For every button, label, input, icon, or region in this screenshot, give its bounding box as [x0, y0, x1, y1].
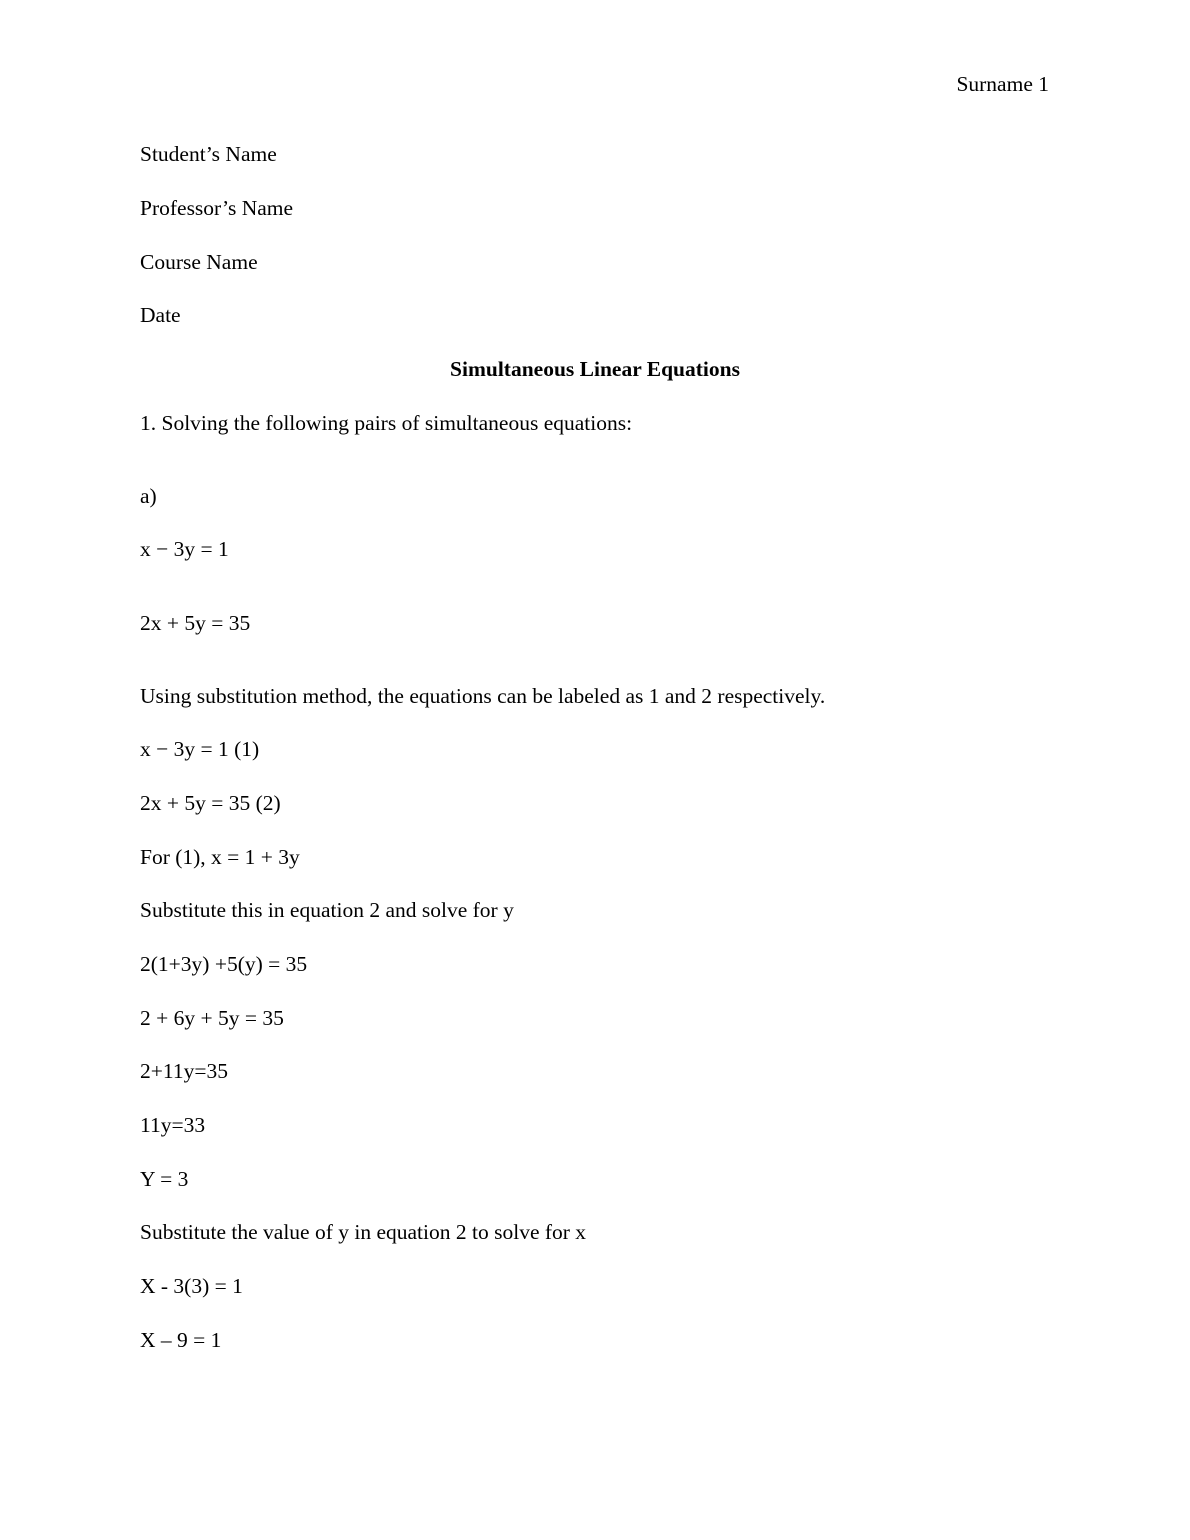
work-step-2: 2 + 6y + 5y = 35	[140, 1006, 284, 1030]
equation-2: 2x + 5y = 35	[140, 611, 251, 635]
work-step-5: Y = 3	[140, 1167, 189, 1191]
substitute-y-instruction: Substitute the value of y in equation 2 to solve for x	[140, 1220, 587, 1244]
work-step-6: X - 3(3) = 1	[140, 1274, 243, 1298]
rearrange-step: For (1), x = 1 + 3y	[140, 845, 300, 869]
running-head: Surname 1	[956, 72, 1049, 96]
substitute-instruction: Substitute this in equation 2 and solve for y	[140, 898, 514, 922]
work-step-4: 11y=33	[140, 1113, 206, 1137]
work-step-7: X – 9 = 1	[140, 1328, 222, 1352]
part-label: a)	[140, 484, 157, 508]
course-name: Course Name	[140, 250, 258, 274]
equation-1: x − 3y = 1	[140, 537, 229, 561]
work-step-1: 2(1+3y) +5(y) = 35	[140, 952, 308, 976]
professor-name: Professor’s Name	[140, 196, 294, 220]
labeled-equation-1: x − 3y = 1 (1)	[140, 737, 260, 761]
method-intro: Using substitution method, the equations can be labeled as 1 and 2 respectively.	[140, 684, 826, 708]
labeled-equation-2: 2x + 5y = 35 (2)	[140, 791, 281, 815]
work-step-3: 2+11y=35	[140, 1059, 228, 1083]
date: Date	[140, 303, 181, 327]
document-title: Simultaneous Linear Equations	[450, 357, 740, 381]
student-name: Student’s Name	[140, 142, 277, 166]
question-text: 1. Solving the following pairs of simultaneous equations:	[140, 411, 633, 435]
